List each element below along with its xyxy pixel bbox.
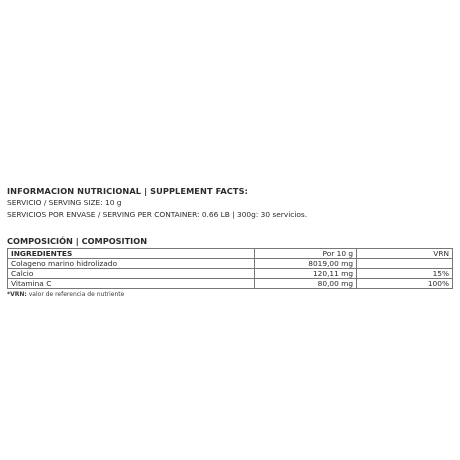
vrn-footnote-text: valor de referencia de nutriente: [28, 291, 125, 298]
ingredient-name: Colageno marino hidrolizado: [8, 259, 255, 269]
serving-size-line: SERVICIO / SERVING SIZE: 10 g: [7, 198, 122, 207]
ingredient-dose: 80,00 mg: [254, 279, 356, 289]
ingredient-vrn: 15%: [357, 269, 453, 279]
supplement-facts-heading: INFORMACION NUTRICIONAL | SUPPLEMENT FACTS:: [7, 186, 248, 196]
ingredient-dose: 120,11 mg: [254, 269, 356, 279]
ingredient-name: Calcio: [8, 269, 255, 279]
table-row: [8, 269, 453, 279]
vrn-footnote-key: *VRN:: [7, 291, 27, 298]
servings-per-container-line: SERVICIOS POR ENVASE / SERVING PER CONTAINER: 0.66 LB | 300g: 30 servicios.: [7, 210, 308, 219]
composition-table: [7, 248, 453, 289]
vrn-footnote: [7, 290, 453, 299]
supplement-facts-block: [7, 186, 453, 221]
table-header-row: [8, 249, 453, 259]
ingredient-dose: 8019,00 mg: [254, 259, 356, 269]
composition-section: [7, 236, 453, 299]
table-row: [8, 259, 453, 269]
ingredient-vrn: [357, 259, 453, 269]
ingredient-vrn: 100%: [357, 279, 453, 289]
composition-title: COMPOSICIÓN | COMPOSITION: [7, 236, 148, 246]
header-ingredients: INGREDIENTES: [8, 249, 255, 259]
table-row: [8, 279, 453, 289]
header-vrn: VRN: [357, 249, 453, 259]
ingredient-name: Vitamina C: [8, 279, 255, 289]
header-dose: Por 10 g: [254, 249, 356, 259]
